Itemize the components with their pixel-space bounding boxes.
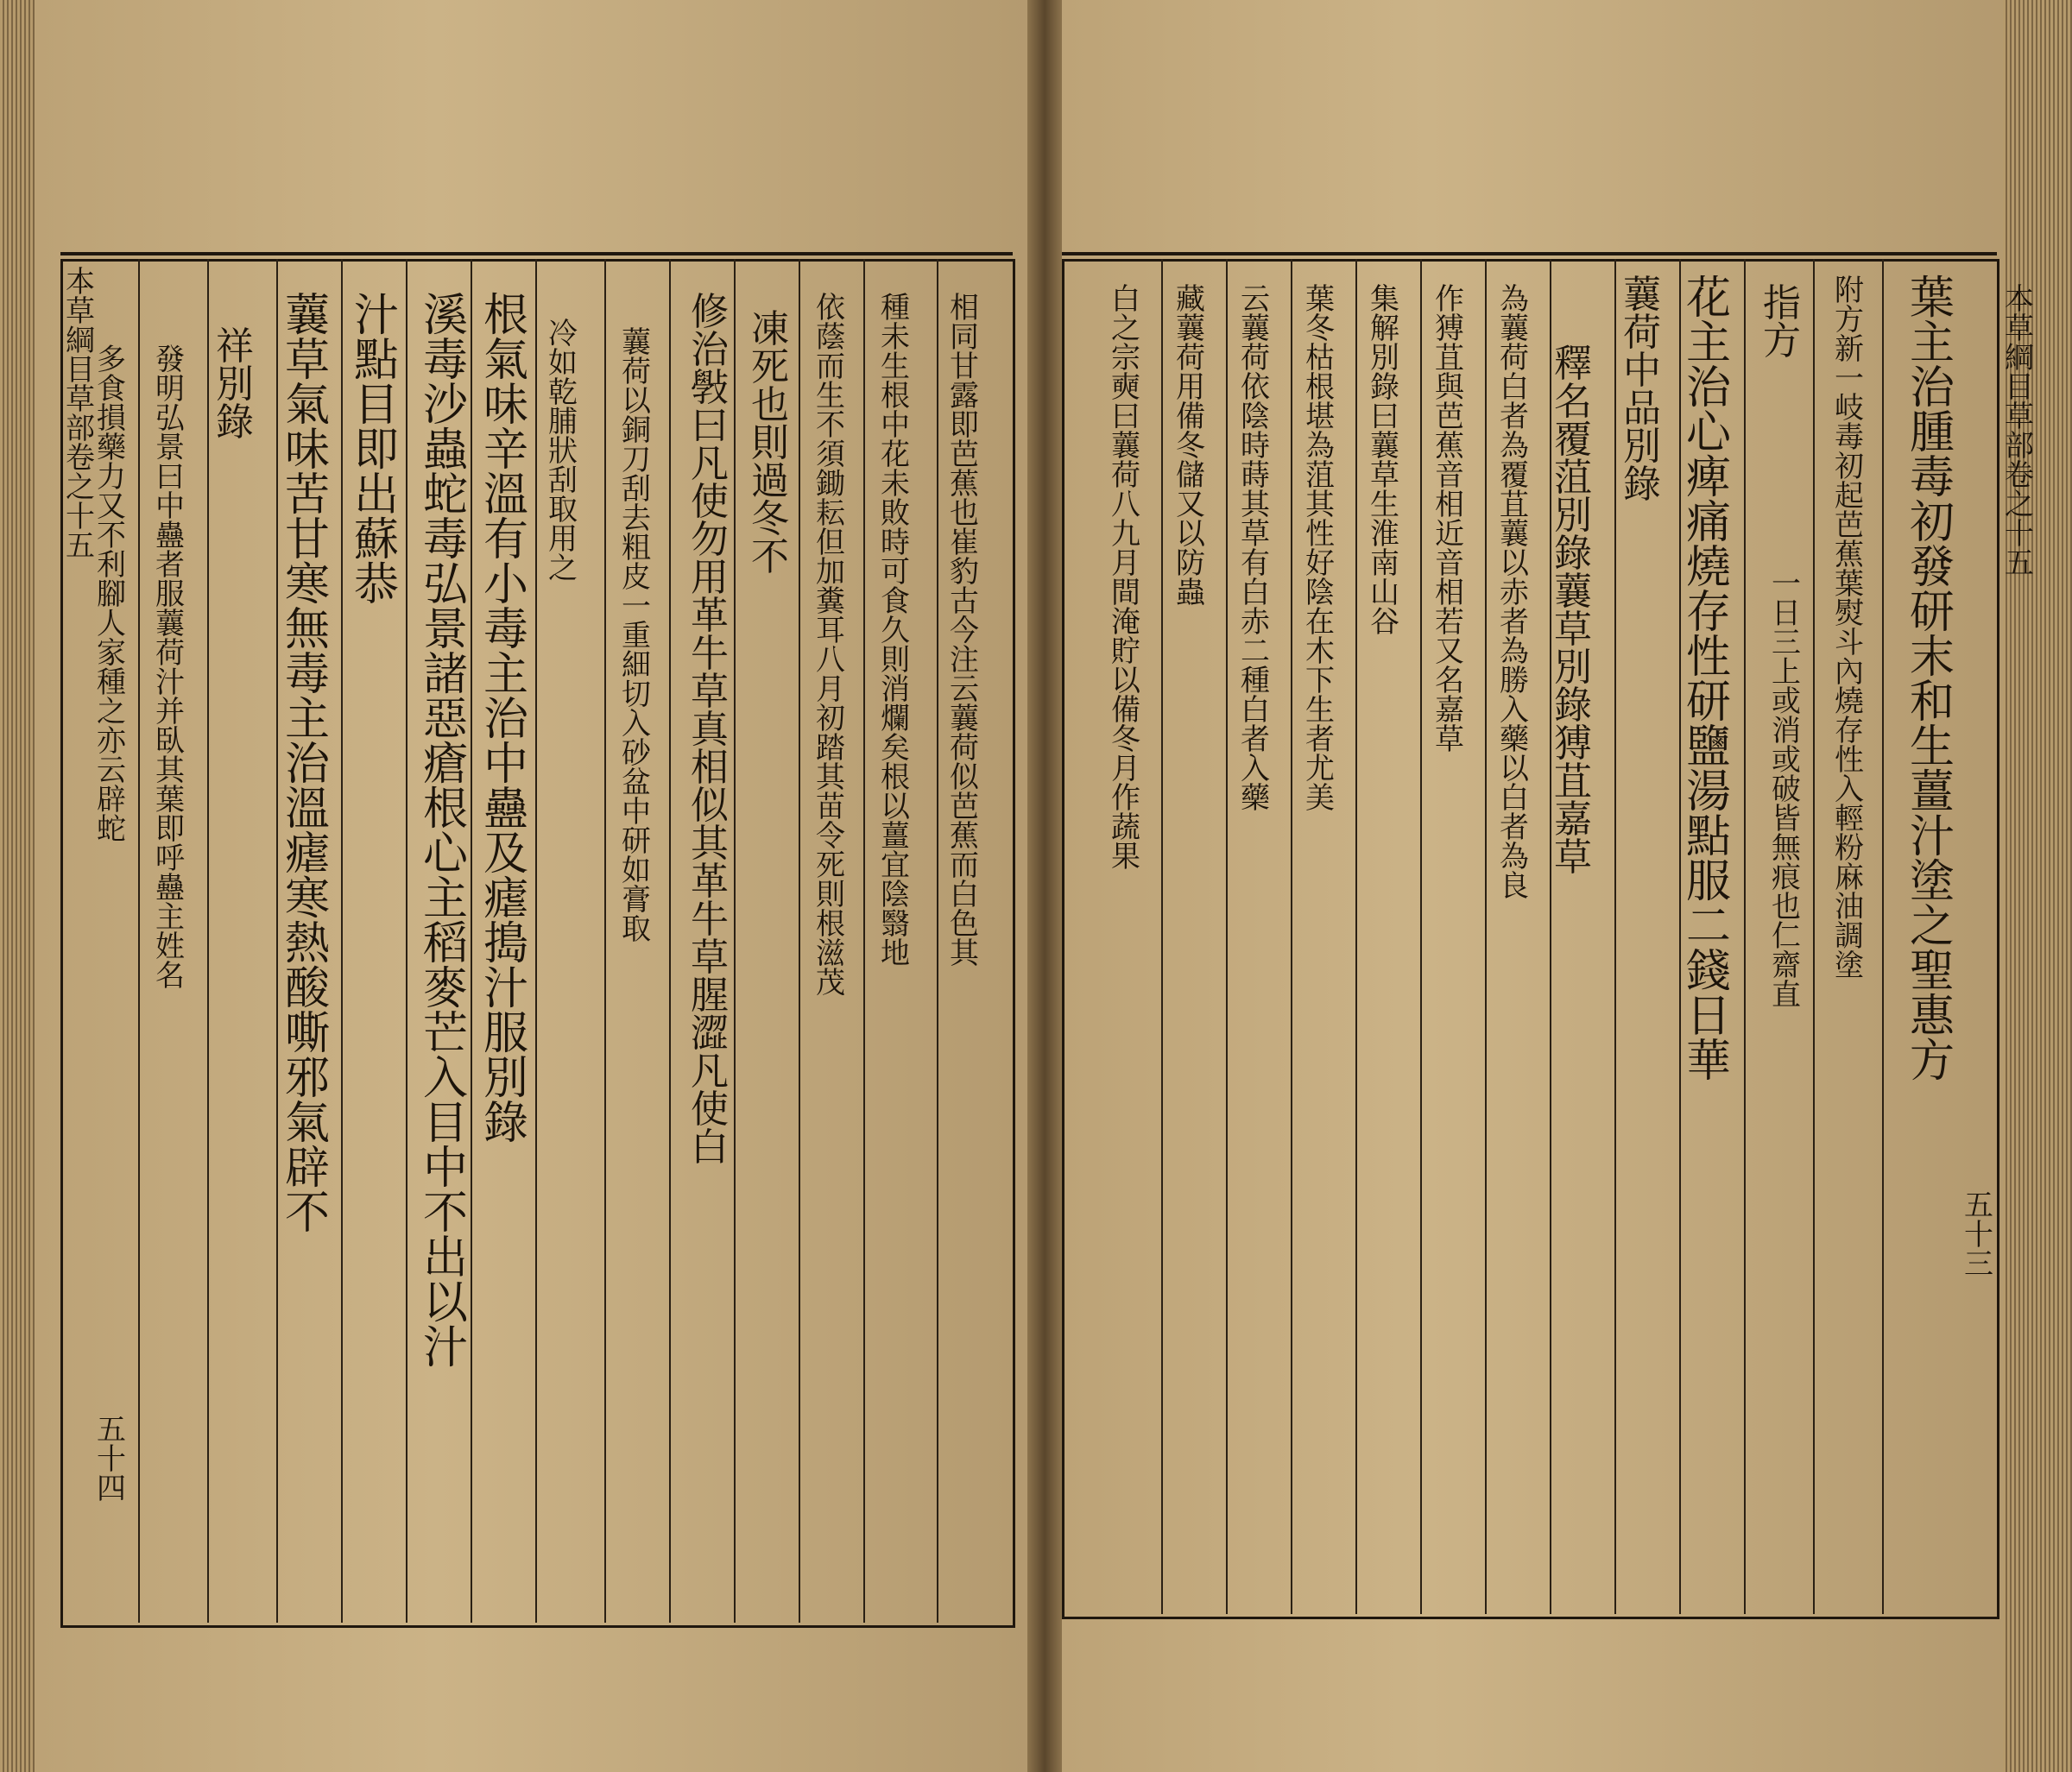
text-column: 相 同 甘 露 即 芭 蕉 也 崔 豹 古 今 注 云 蘘 荷 似 芭 蕉 而 白 色 其 (950, 291, 979, 971)
text-column: 葉 主 治 腫 毒 初 發 研 末 和 生 薑 汁 塗 之 聖 惠 方 (1910, 273, 1955, 1088)
column-rule (1291, 259, 1292, 1614)
column-rule (734, 259, 736, 1623)
text-column: 集 解 別 錄 曰 蘘 草 生 淮 南 山 谷 (1370, 282, 1399, 640)
column-rule (669, 259, 671, 1623)
column-rule (276, 259, 278, 1623)
column-rule (1485, 259, 1487, 1614)
column-rule (1161, 259, 1163, 1614)
text-column: 附 方 新 一 岐 毒 初 起 芭 蕉 葉 熨 斗 內 燒 存 性 入 輕 粉 麻 油 調 塗 (1835, 274, 1864, 983)
left-page-top-rule (60, 252, 1013, 255)
column-rule (799, 259, 800, 1623)
column-rule (341, 259, 343, 1623)
column-rule (1550, 259, 1551, 1614)
folio-margin-title: 本 草 綱 目 草 部 卷 之 十 五 (2005, 282, 2034, 581)
text-column: 根 氣 味 辛 溫 有 小 毒 主 治 中 蠱 及 瘧 搗 汁 服 別 錄 (483, 290, 529, 1150)
book-gutter (1027, 0, 1062, 1772)
text-column: 葉 冬 枯 根 堪 為 菹 其 性 好 陰 在 木 下 生 者 尤 美 (1305, 282, 1335, 816)
text-column: 為 蘘 荷 白 者 為 覆 苴 蘘 以 赤 者 為 勝 入 藥 以 白 者 為 良 (1500, 282, 1529, 904)
column-rule (535, 259, 537, 1623)
text-column: 溪 毒 沙 蟲 蛇 毒 弘 景 諸 惡 瘡 根 心 主 稻 麥 芒 入 目 中 不 出 以 汁 (423, 290, 469, 1374)
text-column: 釋 名 覆 菹 別 錄 蘘 草 別 錄 猼 苴 嘉 草 (1554, 342, 1592, 880)
text-column: 依 蔭 而 生 不 須 鋤 耘 但 加 糞 耳 八 月 初 踏 其 苗 令 死 則 根 滋 茂 (816, 291, 845, 1000)
column-rule (863, 259, 865, 1623)
text-column: 冷 如 乾 脯 狀 刮 取 用 之 (548, 317, 578, 586)
text-column: 祥 別 錄 (216, 325, 254, 445)
text-column: 蘘 荷 中 品 別 錄 (1623, 273, 1661, 507)
folio-page-number: 五 十 四 (97, 1413, 126, 1506)
text-column: 修 治 斅 曰 凡 使 勿 用 革 牛 草 真 相 似 其 革 牛 草 腥 澀 凡 使 白 (691, 290, 729, 1170)
column-rule (1679, 259, 1681, 1614)
column-rule (1420, 259, 1422, 1614)
text-column: 多 食 損 藥 力 又 不 利 腳 人 家 種 之 亦 云 辟 蛇 (97, 343, 126, 847)
text-column: 發 明 弘 景 曰 中 蠱 者 服 蘘 荷 汁 并 臥 其 葉 即 呼 蠱 主 姓 名 (155, 343, 185, 993)
text-column: 花 主 治 心 痺 痛 燒 存 性 研 鹽 湯 點 服 二 錢 日 華 (1686, 273, 1732, 1088)
right-page-top-rule (1062, 252, 1997, 255)
column-rule (604, 259, 606, 1623)
text-column: 蘘 草 氣 味 苦 甘 寒 無 毒 主 治 溫 瘧 寒 熱 酸 嘶 邪 氣 辟 不 (285, 290, 331, 1239)
text-column: 白 之 宗 奭 曰 蘘 荷 八 九 月 間 淹 貯 以 備 冬 月 作 蔬 果 (1111, 282, 1140, 874)
left-page-frame (60, 259, 1015, 1628)
column-rule (1355, 259, 1357, 1614)
column-rule (138, 259, 140, 1623)
column-rule (1813, 259, 1815, 1614)
folio-margin-title: 本 草 綱 目 草 部 卷 之 十 五 (66, 265, 95, 564)
text-column: 種 未 生 根 中 花 未 敗 時 可 食 久 則 消 爛 矣 根 以 薑 宜 陰 翳 地 (881, 291, 910, 971)
text-column: 蘘 荷 以 銅 刀 刮 去 粗 皮 一 重 細 切 入 砂 盆 中 研 如 膏 取 (622, 325, 651, 947)
column-rule (937, 259, 938, 1623)
text-column: 指 方 (1763, 281, 1801, 363)
text-column: 藏 蘘 荷 用 備 冬 儲 又 以 防 蟲 (1176, 282, 1205, 610)
text-column: 汁 點 目 即 出 蘇 恭 (354, 290, 400, 611)
column-rule (207, 259, 209, 1623)
text-column: 一 日 三 上 或 消 或 破 皆 無 痕 也 仁 齋 直 (1772, 567, 1801, 1012)
column-rule (1744, 259, 1746, 1614)
column-rule (406, 259, 407, 1623)
column-rule (1614, 259, 1616, 1614)
text-column: 作 猼 苴 與 芭 蕉 音 相 近 音 相 若 又 名 嘉 草 (1435, 282, 1464, 757)
folio-page-number: 五 十 三 (1964, 1189, 1993, 1282)
column-rule (1882, 259, 1884, 1614)
column-rule (1226, 259, 1228, 1614)
column-rule (471, 259, 472, 1623)
text-column: 凍 死 也 則 過 冬 不 (751, 307, 789, 579)
text-column: 云 蘘 荷 依 陰 時 蒔 其 草 有 白 赤 二 種 白 者 入 藥 (1241, 282, 1270, 816)
page-stack-right (2003, 0, 2072, 1772)
